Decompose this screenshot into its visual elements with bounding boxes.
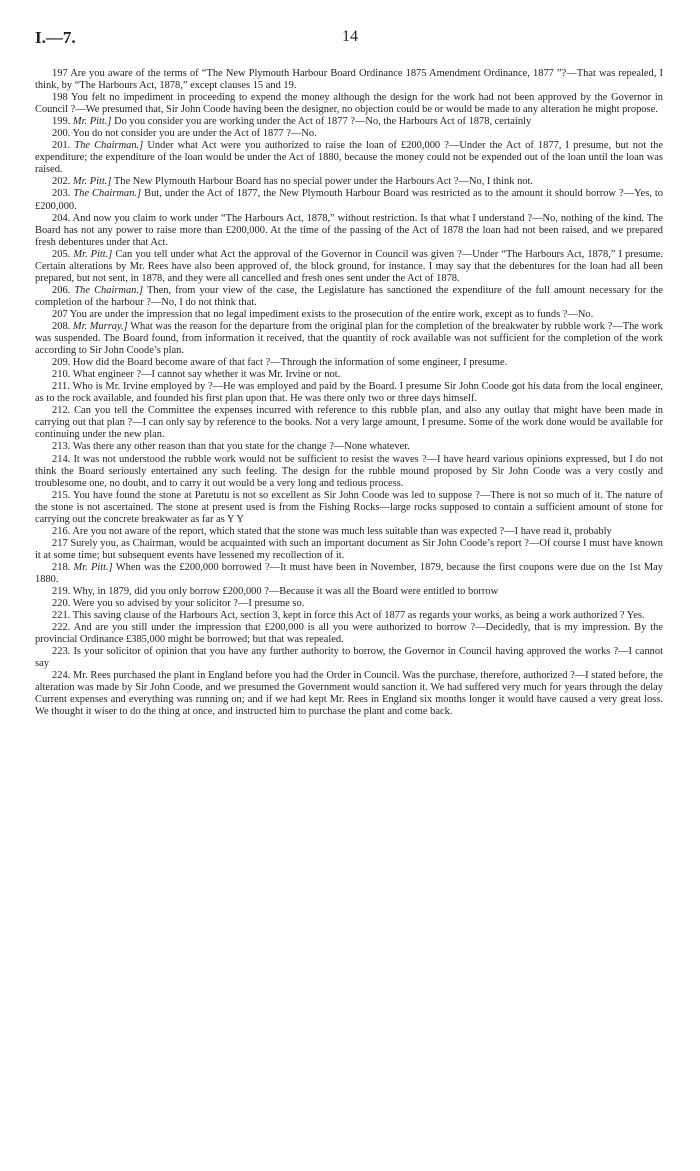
question-number: 222. xyxy=(52,622,71,634)
question-text: Are you not aware of the report, which stated that the stone was much less suitable than was expected ?—I have read it, probably xyxy=(72,525,612,537)
question-number: 201. xyxy=(52,140,71,152)
question-text: You are under the impression that no legal impediment exists to the prosecution of the entire work, except as to funds ?—No. xyxy=(69,308,594,320)
page-header xyxy=(35,28,665,54)
question-paragraph xyxy=(35,610,663,622)
question-number: 207 xyxy=(52,308,68,320)
question-paragraph xyxy=(35,176,663,188)
question-text: It was not understood the rubble work would not be sufficient to resist the waves ?—I have heard various opinions expressed, but I do not think the Board seriously entertained any such feeling. The design for the rubble mound proposed by Sir John Coode was a very costly and troublesome one, no doubt, and to carry it out would be a very long and tedious process. xyxy=(35,453,663,489)
question-number: 203. xyxy=(52,188,71,200)
question-number: 221. xyxy=(52,610,71,622)
question-text: Can you tell the Committee the expenses incurred with reference to this rubble plan, and also any outlay that might have been made in carrying out that plan ?—I can only say by reference to the books. Not a very large amount, I presume. Some of the work done would be available for continuing under the new plan. xyxy=(35,405,663,441)
question-text: How did the Board become aware of that fact ?—Through the information of some engineer, I presume. xyxy=(72,357,508,369)
question-text: Was there any other reason than that you state for the change ?—None whatever. xyxy=(72,441,410,453)
question-number: 205. xyxy=(52,248,71,260)
question-paragraph xyxy=(35,249,663,285)
question-number: 204. xyxy=(52,212,71,224)
question-paragraph xyxy=(35,357,663,369)
question-number: 217 xyxy=(52,537,68,549)
question-paragraph xyxy=(35,646,663,670)
question-number: 219. xyxy=(52,586,71,598)
question-number: 216. xyxy=(52,525,71,537)
speaker-label: Mr. Pitt.] xyxy=(72,116,112,128)
question-paragraph xyxy=(35,321,663,357)
question-paragraph xyxy=(35,309,663,321)
question-text: Why, in 1879, did you only borrow £200,000 ?—Because it was all the Board were entitled to borrow xyxy=(72,586,499,598)
question-text: Who is Mr. Irvine employed by ?—He was employed and paid by the Board. I presume Sir John Coode got his data from the local engineer, as to the rock available, and founded his first plan upon that. He was there only two or three days himself. xyxy=(35,381,663,405)
question-number: 208. xyxy=(52,320,71,332)
question-text: Is your solicitor of opinion that you have any further authority to borrow, the Governor in Council having approved the works ?—I cannot say xyxy=(35,646,663,670)
question-paragraph xyxy=(35,68,663,92)
speaker-label: Mr. Murray.] xyxy=(72,320,128,332)
question-text: Under what Act were you authorized to raise the loan of £200,000 ?—Under the Act of 1877, I presume, but not the expenditure; the expenditure of the loan would be under the Act of 1880, because the money could not be expended out of the loan until the loan was raised. xyxy=(35,140,663,176)
page-number: 14 xyxy=(342,28,358,45)
question-number: 215. xyxy=(52,489,71,501)
question-number: 214. xyxy=(52,453,71,465)
question-number: 213. xyxy=(52,441,71,453)
question-paragraph xyxy=(35,598,663,610)
question-text: Were you so advised by your solicitor ?—I presume so. xyxy=(72,598,305,610)
speaker-label: Mr. Pitt.] xyxy=(73,248,113,260)
question-number: 200. xyxy=(52,128,71,140)
question-text: Do you consider you are working under the Act of 1877 ?—No, the Harbours Act of 1878, certainly xyxy=(114,116,532,128)
question-paragraph xyxy=(35,405,663,441)
speaker-label: Mr. Pitt.] xyxy=(72,176,112,188)
question-number: 199. xyxy=(52,116,71,128)
question-paragraph xyxy=(35,92,663,116)
speaker-label: The Chairman.] xyxy=(74,284,144,296)
question-number: 210. xyxy=(52,369,71,381)
question-text: You do not consider you are under the Act of 1877 ?—No. xyxy=(72,128,317,140)
question-paragraph xyxy=(35,562,663,586)
question-text: What engineer ?—I cannot say whether it was Mr. Irvine or not. xyxy=(72,369,341,381)
question-text: But, under the Act of 1877, the New Plymouth Harbour Board was restricted as to the amount it should borrow ?—Yes, to £200,000. xyxy=(35,188,663,212)
question-number: 220. xyxy=(52,598,71,610)
question-number: 224. xyxy=(52,670,71,682)
question-number: 218. xyxy=(52,561,71,573)
question-number: 211. xyxy=(52,381,70,393)
question-paragraph xyxy=(35,381,663,405)
question-text: This saving clause of the Harbours Act, section 3, kept in force this Act of 1877 as regards your works, as being a work authorized ? Yes. xyxy=(72,610,645,622)
speaker-label: The Chairman.] xyxy=(74,140,144,152)
question-paragraph xyxy=(35,285,663,309)
document-reference: I.—7. xyxy=(35,28,76,47)
question-paragraph xyxy=(35,622,663,646)
question-paragraph xyxy=(35,586,663,598)
question-paragraph xyxy=(35,128,663,140)
question-text: You felt no impediment in proceeding to expend the money although the design for the work had not been approved by the Governor in Council ?—We presumed that, Sir John Coode having been the designer, no objection could be or would be made to any alteration he might propose. xyxy=(35,92,663,116)
question-text: The New Plymouth Harbour Board has no special power under the Harbours Act ?—No, I think not. xyxy=(113,176,534,188)
question-text: Are you aware of the terms of “The New Plymouth Harbour Board Ordinance 1875 Amendment Ordinance, 1877 ”?—That was repealed, I think, by “The Harbours Act, 1878,” except clauses 15 and 19. xyxy=(35,68,663,92)
question-number: 223. xyxy=(52,646,71,658)
question-text: What was the reason for the departure from the original plan for the completion of the breakwater by rubble work ?—The work was suspended. The Board found, from information it received, that the quantity of rock available was not sufficient for the completion of the work according to Sir John Coode’s plan. xyxy=(35,320,663,357)
question-paragraph xyxy=(35,188,663,212)
question-number: 197 xyxy=(52,68,68,79)
question-number: 198 xyxy=(52,92,68,104)
speaker-label: Mr. Pitt.] xyxy=(73,561,113,573)
question-text: Can you tell under what Act the approval of the Governor in Council was given ?—Under “The Harbours Act, 1878,” I presume. Certain alterations by Mr. Rees have also been approved of, the block ground, for instance. I may say that the debentures for the loan had all been prepared, but not sent, in 1878, and they were all cancelled and fresh ones sent under the Act of 1878. xyxy=(35,248,663,284)
evidence-body xyxy=(35,68,663,1153)
question-paragraph xyxy=(35,140,663,176)
question-paragraph xyxy=(35,526,663,538)
question-text: You have found the stone at Paretutu is not so excellent as Sir John Coode was led to suppose ?—There is not so much of it. The nature of the stone is not ascertained. The stone at present used is from the Fishing Rocks—large rocks supposed to contain a sufficient amount of stone for carrying out the concrete breakwater as far as Y Y xyxy=(35,489,663,525)
question-paragraph xyxy=(35,454,663,490)
question-text: Mr. Rees purchased the plant in England before you had the Order in Council. Was the purchase, therefore, authorized ?—I stated before, the alteration was made by Sir John Coode, and we presumed the Government would sanction it. We had suffered very much for years through the delay Current expenses and everything was running on; and if we had kept Mr. Rees in England six months longer it would have caused a very great loss. We thought it wiser to do the thing at once, and instructed him to purchase the plant and come back. xyxy=(35,670,663,718)
question-paragraph xyxy=(35,490,663,526)
question-paragraph xyxy=(35,213,663,249)
question-text: Surely you, as Chairman, would be acquainted with such an important document as Sir John Coode’s report ?—Of course I must have known it at some time; but subsequent events have lessened my recollection of it. xyxy=(35,537,663,561)
question-text: And are you still under the impression that £200,000 is all you were authorized to borrow ?—Decidedly, that is my impression. By the provincial Ordinance £385,000 might be borrowed; but that was repealed. xyxy=(35,622,663,646)
question-number: 212. xyxy=(52,405,71,417)
question-text: When was the £200,000 borrowed ?—It must have been in November, 1879, because the first coupons were due on the 1st May 1880. xyxy=(35,561,663,585)
question-number: 206. xyxy=(52,284,71,296)
question-number: 202. xyxy=(52,176,71,188)
question-text: Then, from your view of the case, the Legislature has sanctioned the expenditure of the full amount necessary for the completion of the harbour ?—No, I do not think that. xyxy=(35,284,663,308)
question-number: 209. xyxy=(52,357,71,369)
question-text: And now you claim to work under “The Harbours Act, 1878,” without restriction. Is that what I understand ?—No, nothing of the kind. The Board has not any power to raise more than £200,000. At the time of the passing of the Act of 1878 the loan had not been raised, and we prepared fresh debentures under that Act. xyxy=(35,212,663,248)
question-paragraph xyxy=(35,369,663,381)
question-paragraph xyxy=(35,441,663,453)
question-paragraph xyxy=(35,670,663,718)
question-paragraph xyxy=(35,116,663,128)
question-paragraph xyxy=(35,538,663,562)
speaker-label: The Chairman.] xyxy=(73,188,142,200)
